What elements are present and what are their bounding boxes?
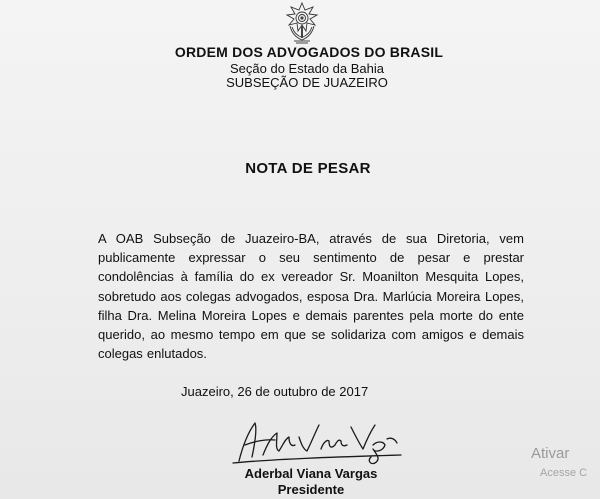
windows-activation-title: Ativar [531,445,570,462]
place-date: Juazeiro, 26 de outubro de 2017 [181,384,369,399]
document-title: NOTA DE PESAR [245,160,371,177]
body-paragraph: A OAB Subseção de Juazeiro-BA, através de sua Diretoria, vem publicamente expressar o seu sentimento de pesar e prestar condolências à família do ex vereador Sr. Moanilton Mesquita Lopes, sobretudo aos colegas advogados, esposa Dra. Marlúcia Moreira Lopes, filha Dra. Melina Moreira Lopes e demais parentes pela morte do ente querido, ao mesmo tempo em que se solidariza com amigos e demais colegas enlutados. [98,231,524,362]
brazil-coat-of-arms-icon [282,2,322,44]
signer-role: Presidente [277,482,345,497]
handwritten-signature [225,415,405,467]
organization-name: ORDEM DOS ADVOGADOS DO BRASIL [174,44,444,60]
subsection-name: SUBSEÇÃO DE JUAZEIRO [226,75,388,90]
signer-name: Aderbal Viana Vargas [244,466,378,481]
state-section: Seção do Estado da Bahia [230,61,384,76]
windows-activation-subtitle: Acesse C [540,467,588,479]
